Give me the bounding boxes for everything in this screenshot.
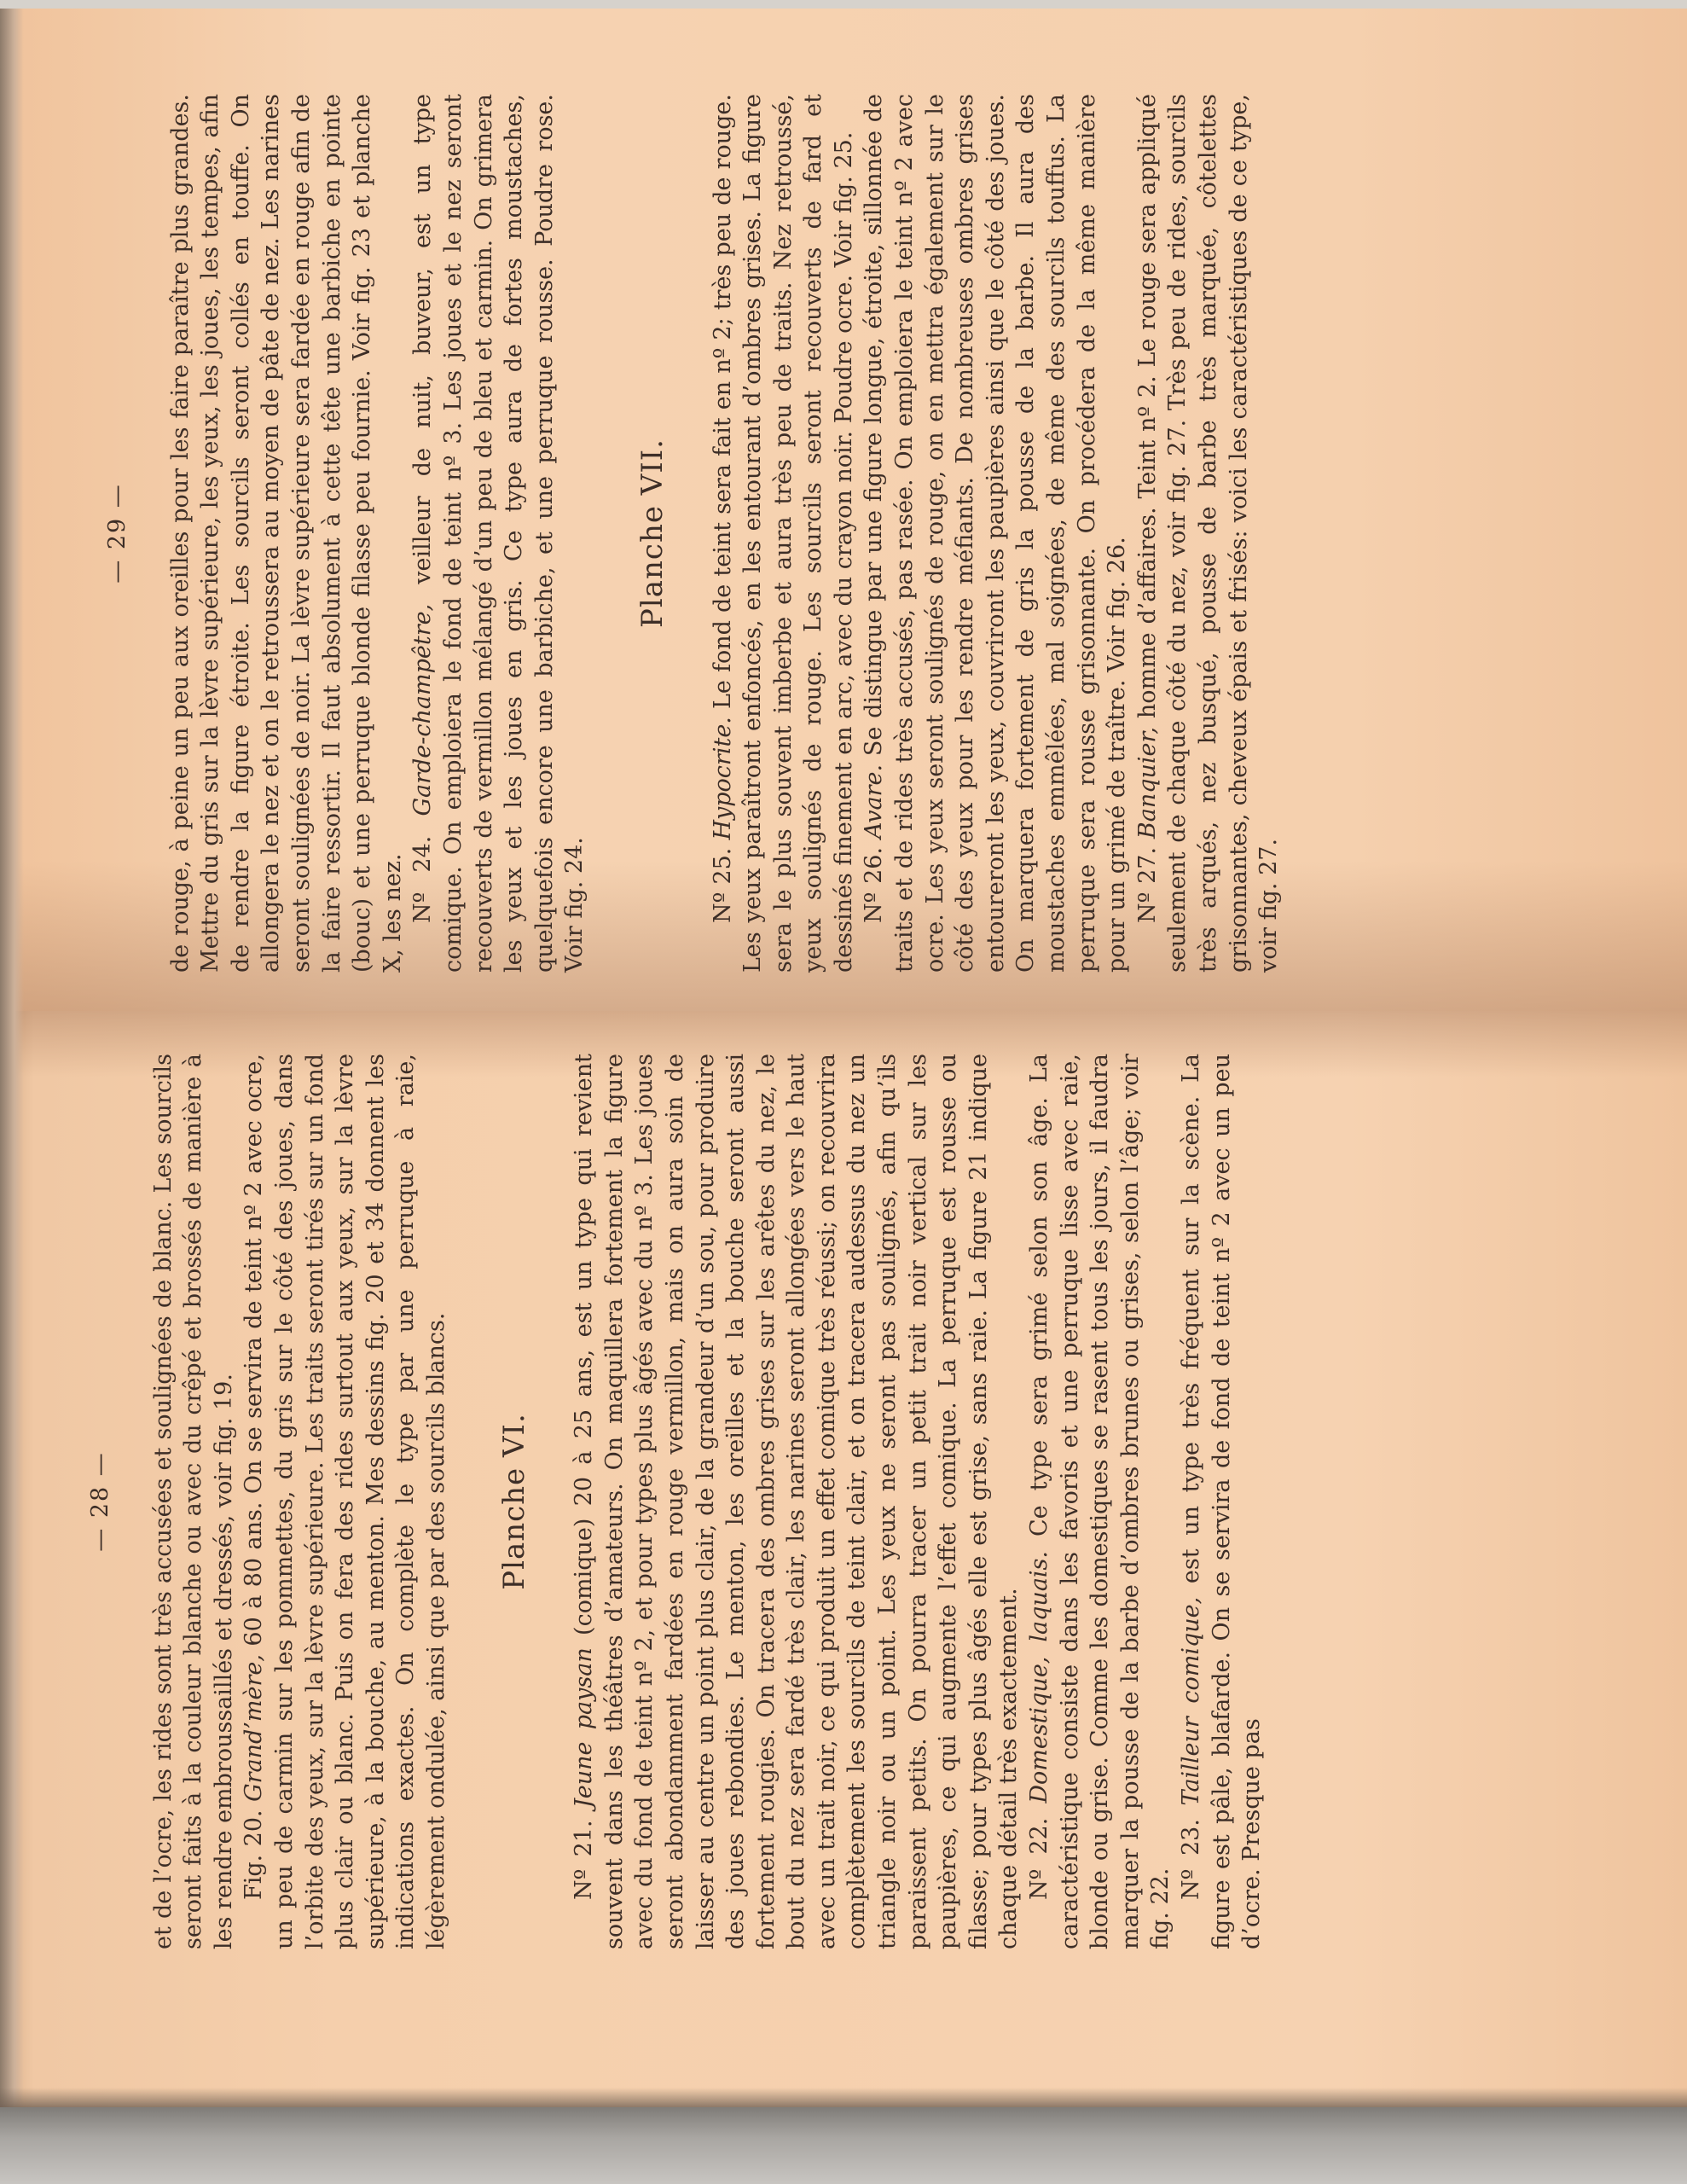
paragraph	[569, 1054, 1024, 1949]
page-28	[0, 1011, 1687, 2113]
entry-number: Nº 27.	[1133, 846, 1161, 923]
paragraph	[148, 1054, 240, 1949]
paragraph-text: Le fond de teint sera fait en nº 2; très peu de rouge. Les yeux paraîtront enfoncés, en les entourant d’ombres grises. La figure sera le plus souvent imberbe et aura très peu de traits. Nez retroussé, yeux soulignés de rouge. Les sourcils seront recouverts de fard et dessinés finement en arc, avec du crayon noir. Poudre ocre. Voir fig. 25.	[709, 94, 857, 973]
entry-number: Nº 26.	[861, 846, 888, 923]
plate-title: Planche VI.	[496, 1413, 531, 1590]
entry-number: Nº 25.	[709, 847, 736, 923]
paragraph	[165, 94, 409, 973]
paragraph	[408, 94, 590, 973]
entry-number: Nº 23.	[1178, 1819, 1204, 1900]
paragraph	[1133, 94, 1284, 973]
paragraph-text: et de l’ocre, les rides sont très accusées et soulignées de blanc. Les sourcils seront faits à la couleur blanche ou avec du crêpé et brossés de manière à les rendre embroussaillés et dressés, voir fig. 19.	[149, 1054, 237, 1949]
entry-term: Tailleur comique,	[1178, 1596, 1204, 1806]
plate-title: Planche VII.	[635, 439, 670, 629]
page-29-text	[102, 94, 1284, 973]
page-29	[0, 9, 1687, 1011]
paragraph-text: homme d’affaires. Teint nº 2. Le rouge sera appliqué seulement de chaque côté du nez, voir fig. 27. Très peu de rides, sourcils très arqués, nez busqué, pousse de barbe très marquée, côtelettes grisonnantes, cheveux épais et frisés: voici les caractéristiques de ce type, voir fig. 27.	[1133, 93, 1283, 973]
paragraph	[239, 1054, 451, 1949]
paragraph-text: (comique) 20 à 25 ans, est un type qui revient souvent dans les théâtres d’amateurs. On maquillera fortement la figure avec du fond de teint nº 2, et pour types plus âgés avec du nº 3. Les joues seront abondamment fardées en rouge vermillon, mais on aura soin de laisser au centre un point plus clair, de la grandeur d’un sou, pour produire des joues rebondies. Le menton, les oreilles et la bouche seront aussi fortement rougies. On tracera des ombres grises sur les arêtes du nez, le bout du nez sera fardé très clair, les narines seront allongées vers le haut avec un trait noir, ce qui produit un effet comique très réussi; on recouvrira complètement les sourcils de teint clair, et on tracera audessus du nez un triangle noir ou un point. Les yeux ne seront pas soulignés, afin qu’ils paraissent petits. On pourra tracer un petit trait noir vertical sur les paupières, ce qui augmente l’effet comique. La perruque est rousse ou filasse; pour types plus âgés elle est grise, sans raie. La figure 21 indique chaque détail très exactement.	[571, 1054, 1023, 1949]
entry-term: Avare.	[861, 764, 888, 839]
scanner-background-top	[0, 0, 1687, 9]
paragraph-text: 60 à 80 ans. On se servira de teint nº 2 avec ocre, un peu de carmin sur les pommettes, du gris sur le côté des joues, dans l’orbite des yeux, sur la lèvre supérieure. Les traits seront tirés sur un fond plus clair ou blanc. Puis on fera des rides surtout aux yeux, sur la lèvre supérieure, à la bouche, au menton. Mes dessins fig. 20 et 34 donnent les indications exactes. On complète le type par une perruque à raie, légèrement ondulée, ainsi que par des sourcils blancs.	[241, 1054, 449, 1949]
entry-number: Nº 24.	[409, 835, 437, 923]
scanner-background-bottom	[0, 2107, 1687, 2184]
paragraph-text: Ce type sera grimé selon son âge. La caractéristique consiste dans les favoris et une perruque lisse avec raie, blonde ou grise. Comme les domestiques se rasent tous les jours, il faudra marquer la pousse de la barbe d’ombres brunes ou grises, selon l’âge; voir fig. 22.	[1026, 1053, 1174, 1949]
page-edge	[0, 9, 24, 1011]
entry-term: Garde-champêtre,	[409, 603, 437, 816]
page-edge	[0, 1011, 24, 2113]
entry-term: Grand’mère,	[241, 1654, 268, 1802]
entry-term: Jeune paysan	[571, 1647, 598, 1809]
page-number: — 29 —	[104, 483, 130, 584]
paragraph-text: de rouge, à peine un peu aux oreilles pour les faire paraître plus grandes. Mettre du gris sur la lèvre supérieure, les yeux, les joues, les tempes, afin de rendre la figure étroite. Les sourcils seront collés en touffe. On allongera le nez et on le retroussera au moyen de pâte de nez. Les narines seront soulignées de noir. La lèvre supérieure sera fardée en rouge afin de la faire ressortir. Il faut absolument à cette tête une barbiche en pointe (bouc) et une perruque blonde filasse peu fournie. Voir fig. 23 et planche X, les nez.	[166, 94, 406, 973]
paragraph-text: Se distingue par une figure longue, étroite, sillonnée de traits et de rides très accusés, pas rasée. On emploiera le teint nº 2 avec ocre. Les yeux seront soulignés de rouge, on en mettra également sur le côté des yeux pour les rendre méfiants. De nombreuses ombres grises entoureront les yeux, couvriront les paupières ainsi que le côté des joues. On marquera fortement de gris la pousse de la barbe. Il aura des moustaches emmêlées, mal soignées, de même des sourcils touffus. La perruque sera rousse grisonnante. On procédera de la même manière pour un grimé de traître. Voir fig. 26.	[861, 94, 1131, 973]
entry-number: Nº 21.	[571, 1820, 598, 1900]
paragraph	[1024, 1054, 1176, 1949]
paragraph	[708, 94, 860, 973]
entry-term: Domestique, laquais.	[1026, 1551, 1053, 1804]
entry-number: Fig. 20.	[241, 1809, 268, 1900]
paragraph-text: veilleur de nuit, buveur, est un type comique. On emploiera le fond de teint nº 3. Les joues et le nez seront recouverts de vermillon mélangé d’un peu de bleu et carmin. On grimera les yeux et les joues en gris. Ce type aura de fortes moustaches, quelquefois encore une barbiche, et une perruque rousse. Poudre rose. Voir fig. 24.	[409, 94, 588, 973]
page-28-text	[85, 1054, 1267, 1949]
paragraph-text: est un type très fréquent sur la scène. La figure est pâle, blafarde. On se servira de fond de teint nº 2 avec un peu d’ocre. Presque pas	[1178, 1054, 1266, 1949]
entry-term: Hypocrite.	[709, 717, 736, 840]
entry-number: Nº 22.	[1026, 1817, 1053, 1900]
paragraph	[859, 94, 1132, 973]
paragraph	[1176, 1054, 1267, 1949]
entry-term: Banquier,	[1133, 726, 1161, 839]
page-number: — 28 —	[87, 1451, 113, 1552]
